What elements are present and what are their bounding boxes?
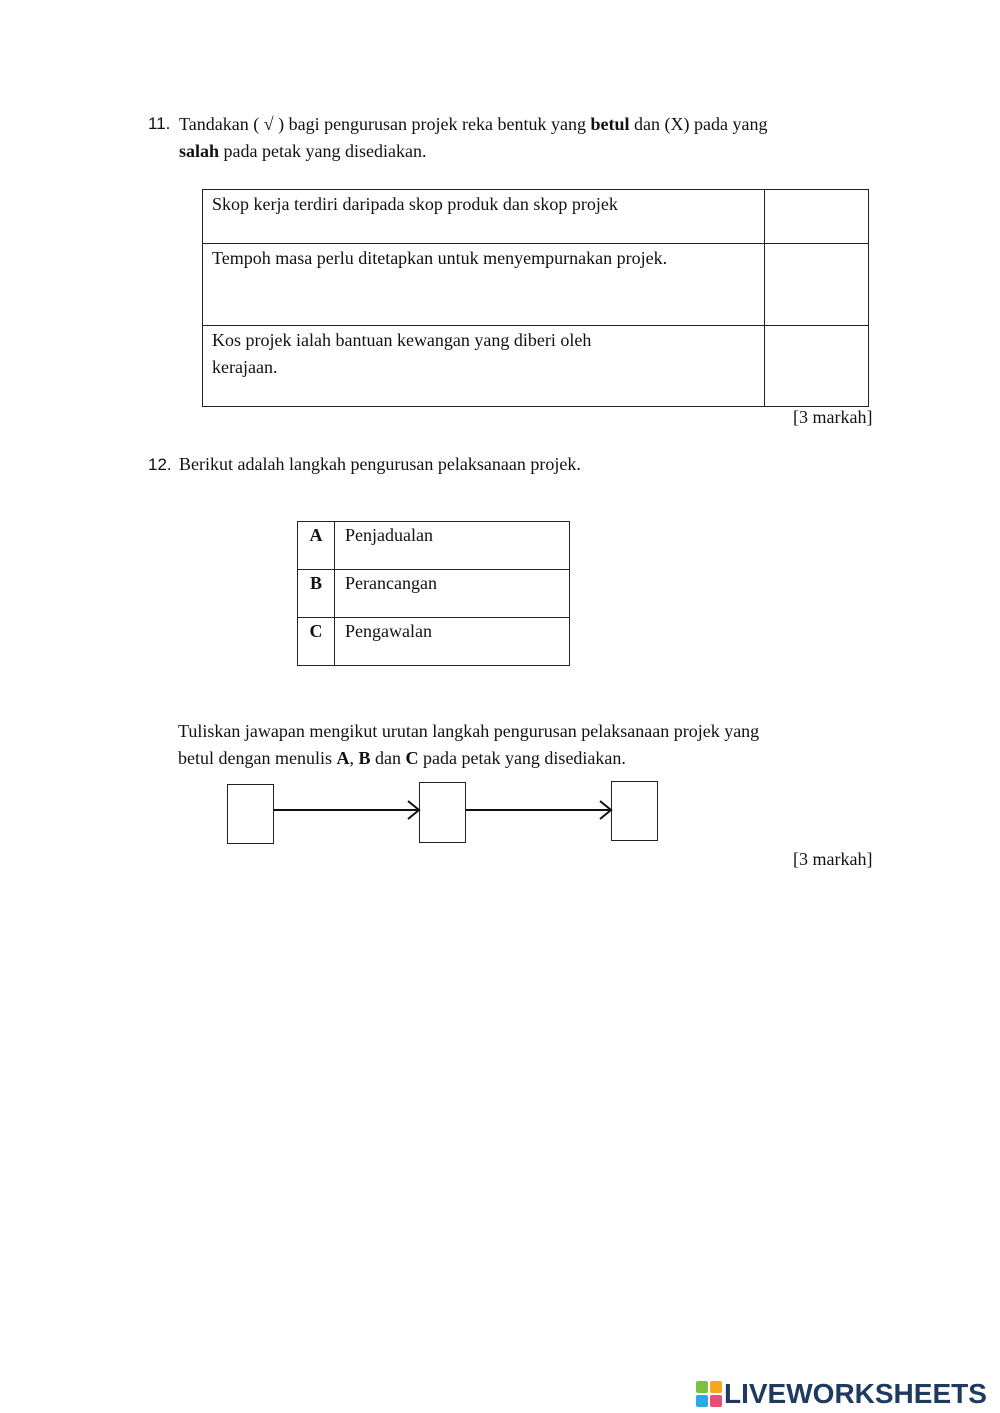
question-12-instruction <box>178 718 898 772</box>
step-label: Perancangan <box>335 570 570 618</box>
arrow-1 <box>273 801 419 819</box>
table-row <box>298 522 570 570</box>
arrow-2 <box>466 801 611 819</box>
instruction-bold: C <box>405 748 419 768</box>
answer-tick-box[interactable] <box>764 326 868 407</box>
prompt-text: Tandakan ( √ ) bagi pengurusan projek reka bentuk yang <box>179 114 591 134</box>
logo-square <box>696 1381 708 1393</box>
question-11-table <box>202 189 869 407</box>
table-row <box>298 570 570 618</box>
instruction-text: Tuliskan jawapan mengikut urutan langkah pengurusan pelaksanaan projek yang <box>178 721 760 741</box>
prompt-text: dan (X) pada yang <box>629 114 768 134</box>
liveworksheets-logo <box>696 1376 987 1412</box>
logo-square <box>710 1395 722 1407</box>
answer-tick-box[interactable] <box>764 244 868 326</box>
statement-text: Kos projek ialah bantuan kewangan yang diberi oleh <box>212 330 592 350</box>
steps-table <box>297 521 570 666</box>
question-11-number: 11. <box>148 114 171 133</box>
table-row <box>203 190 869 244</box>
logo-mark-icon <box>696 1381 722 1407</box>
statement-text: Skop kerja terdiri daripada skop produk dan skop projek <box>212 194 618 214</box>
question-12-number: 12. <box>148 455 172 474</box>
question-11-marks: [3 markah] <box>793 407 873 427</box>
logo-square <box>710 1381 722 1393</box>
flow-arrows <box>270 795 620 825</box>
instruction-bold: B <box>358 748 371 768</box>
prompt-bold-salah: salah <box>179 141 220 161</box>
step-key: B <box>298 570 335 618</box>
instruction-text: betul dengan menulis <box>178 748 337 768</box>
step-key: C <box>298 618 335 666</box>
answer-tick-box[interactable] <box>764 190 868 244</box>
step-key: A <box>298 522 335 570</box>
prompt-bold-betul: betul <box>590 114 630 134</box>
prompt-text: pada petak yang disediakan. <box>219 141 427 161</box>
step-label: Penjadualan <box>335 522 570 570</box>
question-12-marks: [3 markah] <box>793 849 873 869</box>
instruction-text: , <box>349 748 359 768</box>
instruction-text: pada petak yang disediakan. <box>418 748 626 768</box>
question-11-prompt <box>179 111 879 165</box>
instruction-text: dan <box>370 748 406 768</box>
statement-text: kerajaan. <box>212 357 278 377</box>
statement-cell <box>203 326 765 407</box>
table-row <box>203 244 869 326</box>
instruction-bold: A <box>336 748 350 768</box>
step-label: Pengawalan <box>335 618 570 666</box>
statement-cell <box>203 190 765 244</box>
statement-cell <box>203 244 765 326</box>
logo-square <box>696 1395 708 1407</box>
question-12-intro: Berikut adalah langkah pengurusan pelaksanaan projek. <box>179 454 581 474</box>
answer-box-1[interactable] <box>227 784 274 844</box>
table-row <box>298 618 570 666</box>
logo-text: LIVEWORKSHEETS <box>724 1378 987 1409</box>
table-row <box>203 326 869 407</box>
statement-text: Tempoh masa perlu ditetapkan untuk menyempurnakan projek. <box>212 248 668 268</box>
